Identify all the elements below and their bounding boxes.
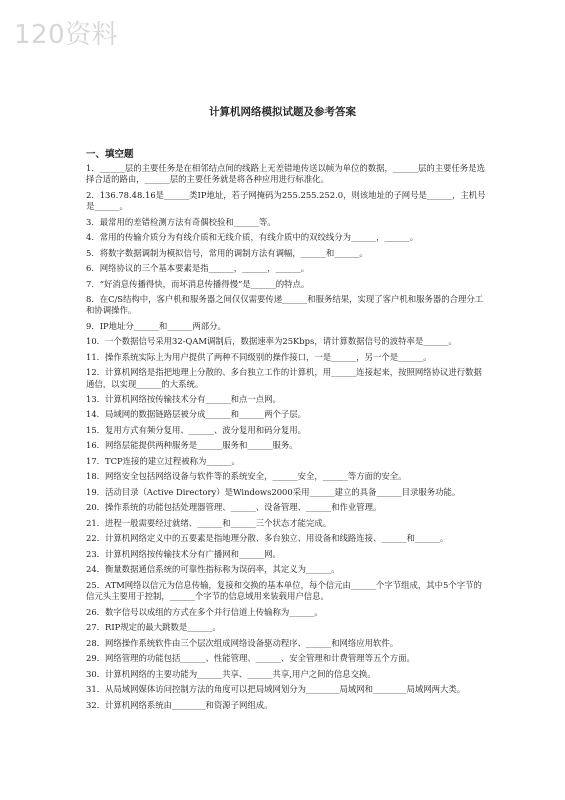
question-item: 27．RIP规定的最大跳数是______。 xyxy=(86,622,221,633)
question-item: 10．一个数据信号采用32-QAM调制后，数据速率为25Kbps，请计算数据信号的波特率是______。 xyxy=(86,336,457,347)
question-item: 26．数字信号以成组的方式在多个并行信道上传输称为______。 xyxy=(86,606,323,617)
question-item: 7．“好消息传播得快，而坏消息传播得慢”是______的特点。 xyxy=(86,278,310,289)
watermark-logo: 120资料 xyxy=(14,20,119,50)
question-item: 32．计算机网络系统由________和资源子网组成。 xyxy=(86,699,273,710)
question-item: 11．操作系统实际上为用户提供了两种不同级别的操作接口，一是______，另一个是______。 xyxy=(86,351,432,362)
question-item: 19．活动目录（Active Directory）是Windows2000采用______建立的具备______目录服务功能。 xyxy=(86,486,461,497)
question-item: 6．网络协议的三个基本要素是指______，______，______。 xyxy=(86,263,310,274)
question-item: 23．计算机网络按传输技术分有广播网和______网。 xyxy=(86,548,281,559)
question-item: 3．最常用的差错检测方法有奇偶校验和______等。 xyxy=(86,216,276,227)
question-item: 17．TCP连接的建立过程被称为______。 xyxy=(86,455,240,466)
section-heading: 一、填空题 xyxy=(86,149,134,160)
question-item: 2．136.78.48.16是______类IP地址，若子网掩码为255.255.252.0，则该地址的子网号是______，主机号是______。 xyxy=(86,189,486,212)
question-item: 29．网络管理的功能包括______、性能管理、______、安全管理和计费管理等五个方面。 xyxy=(86,653,415,664)
question-item: 13．计算机网络按传输技术分有______和点一点网。 xyxy=(86,394,281,404)
question-item: 4．常用的传输介质分为有线介质和无线介质，有线介质中的双绞线分为______，______。 xyxy=(86,232,418,243)
question-item: 28．网络操作系统软件由三个层次组成网络设备驱动程序、______和网络应用软件。 xyxy=(86,637,399,648)
question-item: 31．从局域网媒体访问控制方法的角度可以把局域网划分为________局域网和________局域网两大类。 xyxy=(86,684,466,695)
question-item: 5．将数字数据调制为模拟信号，常用的调制方法有调幅，______和______。 xyxy=(86,247,368,258)
question-item: 1．______层的主要任务是在相邻结点间的线路上无差错地传送以帧为单位的数据，______层的主要任务是选择合适的路由，______层的主要任务就是将各种应用进行标准化。 xyxy=(86,163,485,185)
question-item: 14．局域网的数据链路层被分成______和______两个子层。 xyxy=(86,409,307,420)
question-item: 9．IP地址分______和______两部分。 xyxy=(86,320,226,331)
question-list xyxy=(86,163,486,715)
question-item: 15．复用方式有频分复用、______、波分复用和码分复用。 xyxy=(86,424,307,435)
question-item: 22．计算机网络定义中的五要素是指地理分散、多台独立、用设备和线路连接、______和______。 xyxy=(86,533,449,544)
question-item: 18．网络安全包括网络设备与软件等的系统安全，______安全，______等方面的安全。 xyxy=(86,471,407,482)
question-item: 30．计算机网络的主要功能为______共享、______共享,用户之间的信息交换。 xyxy=(86,668,376,679)
question-item: 24．衡量数据通信系统的可靠性指标称为误码率，其定义为______。 xyxy=(86,564,340,575)
document-title: 计算机网络模拟试题及参考答案 xyxy=(209,106,356,118)
question-item: 21．进程一般需要经过就绪、______和______三个状态才能完成。 xyxy=(86,517,332,528)
question-item: 8．在C/S结构中，客户机和服务器之间仅仅需要传递______和服务结果，实现了客户机和服务器的合理分工和协调操作。 xyxy=(86,293,484,316)
question-item: 16．网络层能提供两种服务是______服务和______服务。 xyxy=(86,440,298,451)
question-item: 20．操作系统的功能包括处理器管理、______、设备管理、______和作业管理。 xyxy=(86,502,382,513)
question-item: 25．ATM网络以信元为信息传输，复接和交换的基本单位，每个信元由______个字节组成，其中5个字节的信元头主要用于控制，______个字节的信息域用来装载用户信息。 xyxy=(86,579,482,602)
question-item: 12．计算机网络是指把地理上分散的、多台独立工作的计算机，用______连接起来，按照网络协议进行数据通信，以实现______的大系统。 xyxy=(86,367,482,389)
